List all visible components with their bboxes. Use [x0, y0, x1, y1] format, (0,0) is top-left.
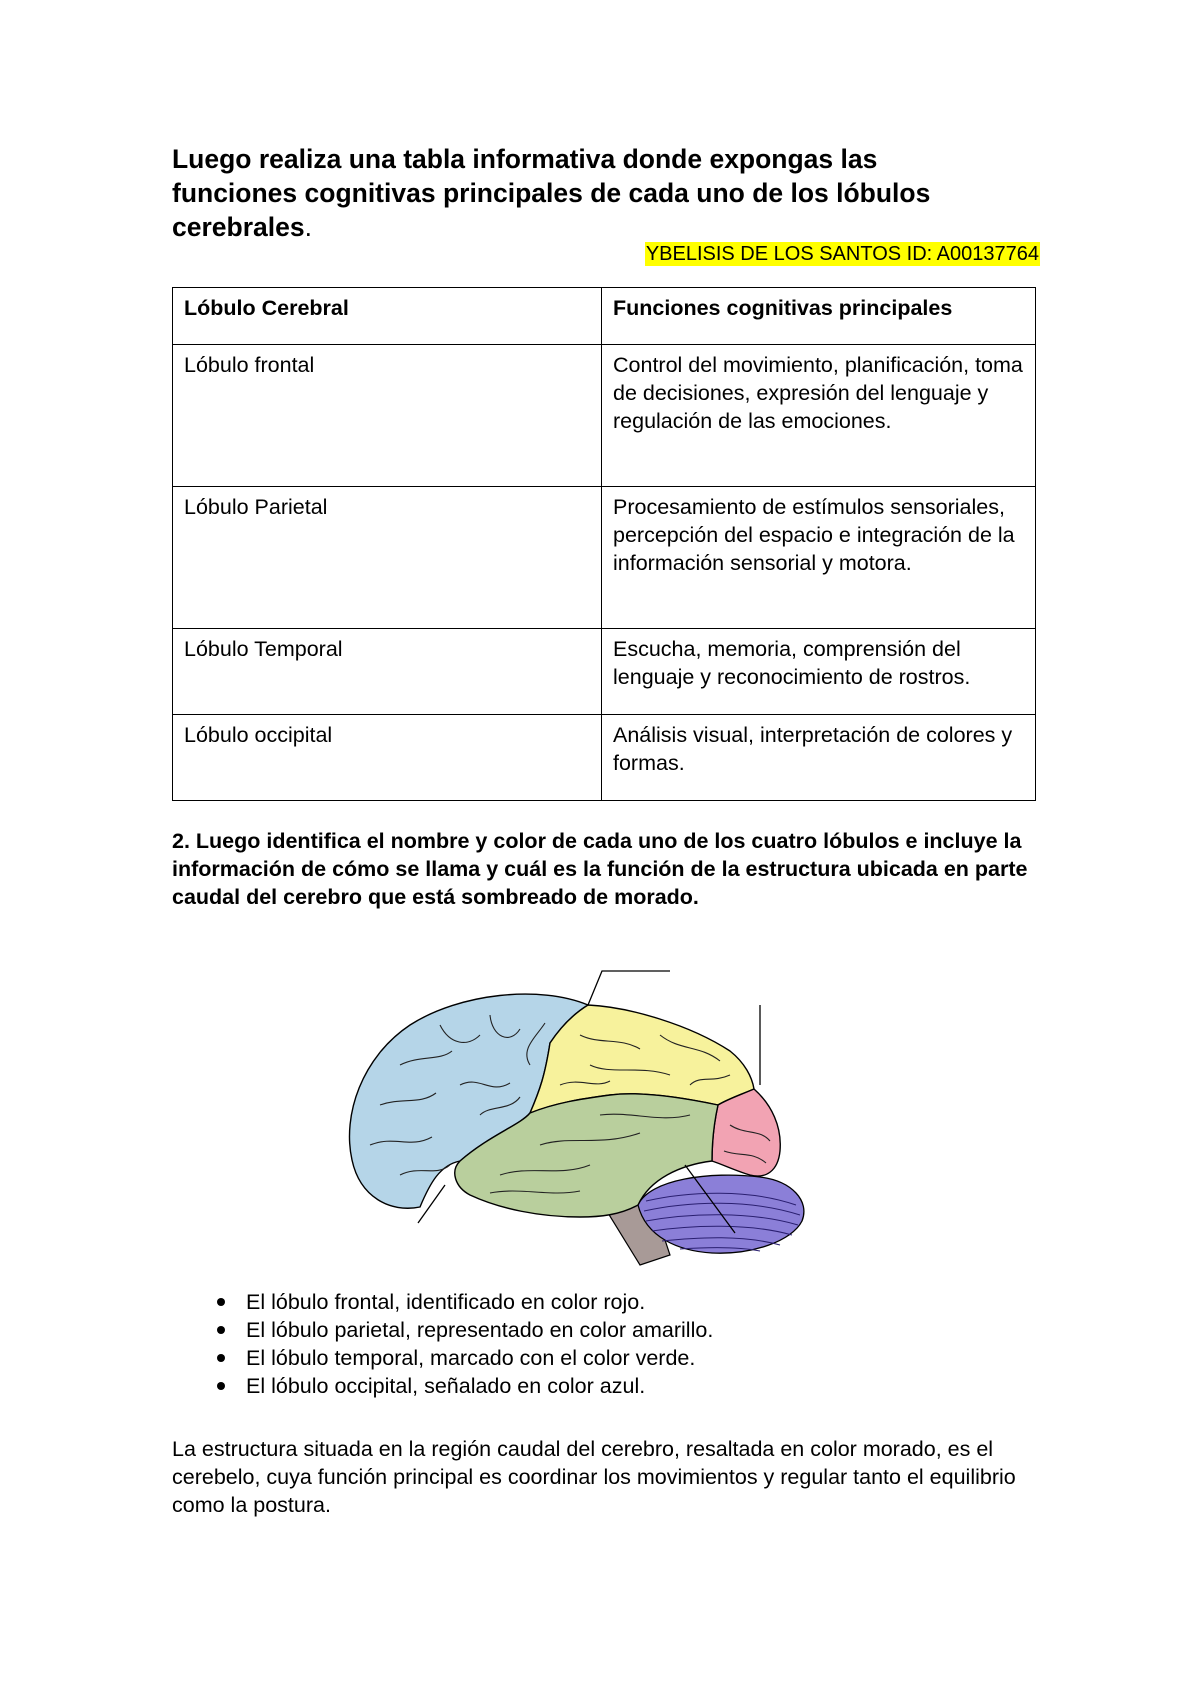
lobe-cell: Lóbulo occipital [173, 715, 602, 801]
functions-cell: Escucha, memoria, comprensión del lenguaje y reconocimiento de rostros. [602, 629, 1036, 715]
bullet-icon [217, 1382, 225, 1390]
heading-line-1: Luego realiza una tabla informativa donde expongas las [172, 144, 878, 174]
lobe-cell: Lóbulo Temporal [173, 629, 602, 715]
list-item-text: El lóbulo temporal, marcado con el color verde. [246, 1346, 696, 1370]
lobe-color-list [172, 1288, 713, 1400]
occipital-lobe-shape [712, 1089, 780, 1176]
closing-paragraph: La estructura situada en la región caudal del cerebro, resaltada en color morado, es el cerebelo, cuya función principal es coordinar los movimientos y regular tanto el equilibrio como la postura. [172, 1437, 1016, 1517]
table-row [173, 345, 1036, 487]
lobe-cell: Lóbulo frontal [173, 345, 602, 487]
table-header-row [173, 288, 1036, 345]
list-item-text: El lóbulo occipital, señalado en color azul. [246, 1374, 646, 1398]
column-header-functions: Funciones cognitivas principales [602, 288, 1036, 345]
table-row [173, 629, 1036, 715]
heading-line-3: cerebrales [172, 212, 305, 242]
question-heading: 2. Luego identifica el nombre y color de cada uno de los cuatro lóbulos e incluye la información de cómo se llama y cuál es la función de la estructura ubicada en parte caudal del cerebro que está sombreado de morado. [172, 829, 1028, 909]
list-item [172, 1288, 713, 1316]
list-item [172, 1316, 713, 1344]
heading-period: . [304, 212, 312, 242]
section-heading [172, 142, 1032, 244]
functions-cell: Control del movimiento, planificación, toma de decisiones, expresión del lenguaje y regulación de las emociones. [602, 345, 1036, 487]
bullet-icon [217, 1298, 225, 1306]
functions-cell: Procesamiento de estímulos sensoriales, percepción del espacio e integración de la información sensorial y motora. [602, 487, 1036, 629]
list-item-text: El lóbulo frontal, identificado en color rojo. [246, 1290, 646, 1314]
lobes-table [172, 287, 1036, 801]
list-item-text: El lóbulo parietal, representado en color amarillo. [246, 1318, 714, 1342]
table-row [173, 487, 1036, 629]
bullet-icon [217, 1326, 225, 1334]
lobe-cell: Lóbulo Parietal [173, 487, 602, 629]
heading-line-2: funciones cognitivas principales de cada uno de los lóbulos [172, 178, 931, 208]
bullet-icon [217, 1354, 225, 1362]
table-row [173, 715, 1036, 801]
author-highlight: YBELISIS DE LOS SANTOS ID: A00137764 [645, 243, 1039, 265]
list-item [172, 1372, 713, 1400]
column-header-lobe: Lóbulo Cerebral [173, 288, 602, 345]
list-item [172, 1344, 713, 1372]
functions-cell: Análisis visual, interpretación de colores y formas. [602, 715, 1036, 801]
brain-diagram [340, 965, 860, 1275]
